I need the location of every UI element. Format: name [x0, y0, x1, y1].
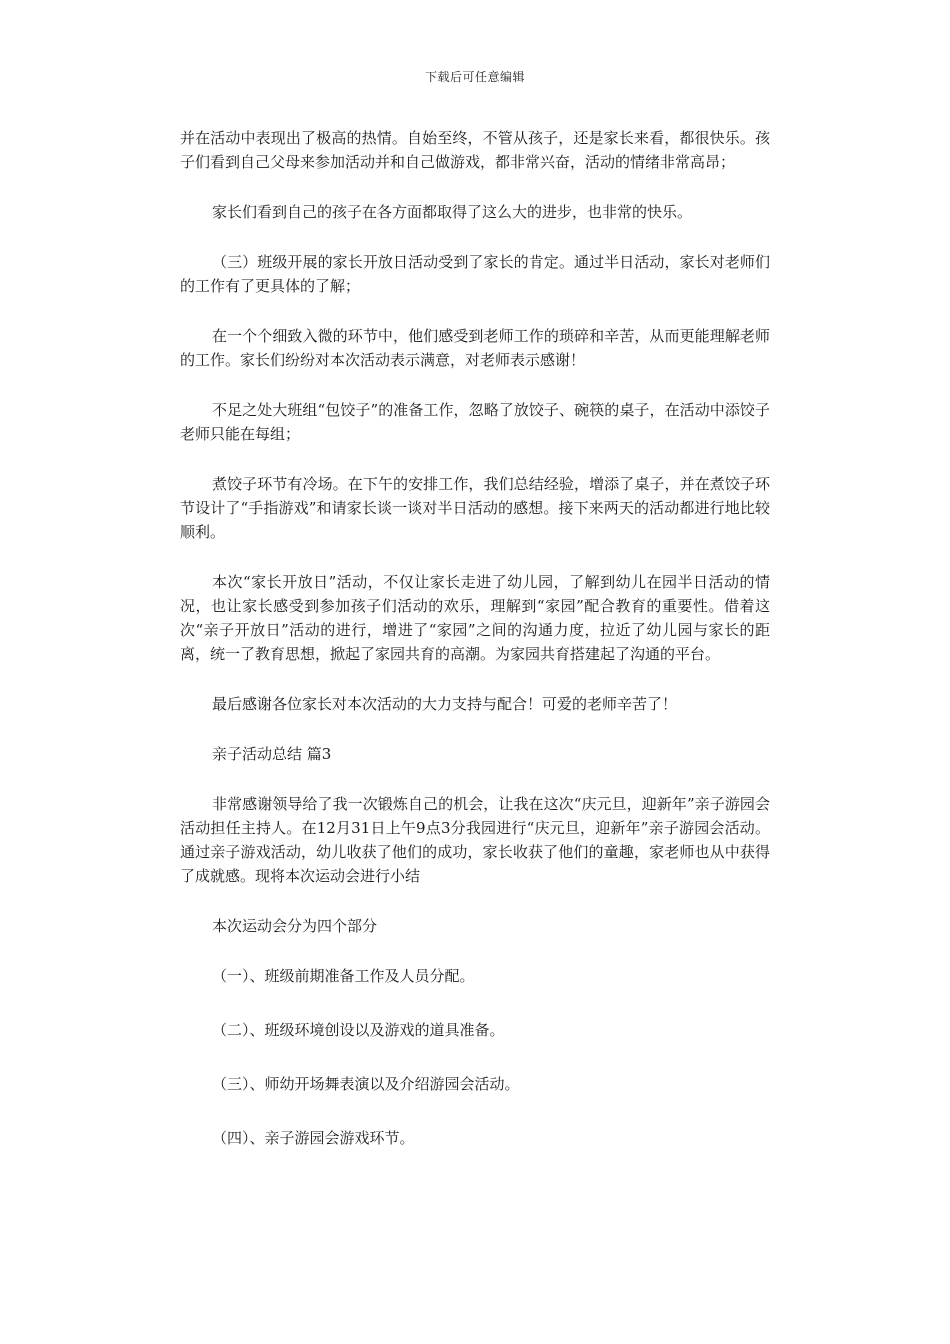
paragraph: 本次“家长开放日”活动，不仅让家长走进了幼儿园，了解到幼儿在园半日活动的情况，也让家长感受到参加孩子们活动的欢乐，理解到“家园”配合教育的重要性。借着这次“亲子开放日”活动的进行，增进了“家园”之间的沟通力度，拉近了幼儿园与家长的距离，统一了教育思想，掀起了家园共育的高潮。为家园共育搭建起了沟通的平台。	[180, 573, 770, 663]
paragraph: 非常感谢领导给了我一次锻炼自己的机会，让我在这次“庆元旦，迎新年”亲子游园会活动担任主持人。在12月31日上午9点3分我园进行“庆元旦，迎新年”亲子游园会活动。通过亲子游戏活动，幼儿收获了他们的成功，家长收获了他们的童趣，家老师也从中获得了成就感。现将本次运动会进行小结	[180, 795, 770, 885]
list-item: （四）、亲子游园会游戏环节。	[212, 1129, 415, 1147]
list-item: （二）、班级环境创设以及游戏的道具准备。	[212, 1021, 505, 1039]
paragraph: 本次运动会分为四个部分	[212, 917, 378, 935]
paragraph: 不足之处大班组“包饺子”的准备工作，忽略了放饺子、碗筷的桌子，在活动中添饺子老师只能在每组；	[180, 401, 770, 443]
page-header: 下载后可任意编辑	[424, 70, 525, 84]
paragraph: 家长们看到自己的孩子在各方面都取得了这么大的进步，也非常的快乐。	[212, 203, 693, 221]
paragraph: 在一个个细致入微的环节中，他们感受到老师工作的琐碎和辛苦，从而更能理解老师的工作。家长们纷纷对本次活动表示满意，对老师表示感谢！	[180, 327, 770, 369]
paragraph: （三）班级开展的家长开放日活动受到了家长的肯定。通过半日活动，家长对老师们的工作有了更具体的了解；	[180, 253, 770, 295]
list-item: （一）、班级前期准备工作及人员分配。	[212, 967, 475, 985]
document-body	[180, 126, 770, 1150]
paragraph: 并在活动中表现出了极高的热情。自始至终，不管从孩子，还是家长来看，都很快乐。孩子们看到自己父母来参加活动并和自己做游戏，都非常兴奋，活动的情绪非常高昂；	[180, 129, 770, 171]
paragraph: 煮饺子环节有冷场。在下午的安排工作，我们总结经验，增添了桌子，并在煮饺子环节设计了“手指游戏”和请家长谈一谈对半日活动的感想。接下来两天的活动都进行地比较顺利。	[180, 475, 770, 541]
paragraph: 最后感谢各位家长对本次活动的大力支持与配合！可爱的老师辛苦了！	[212, 695, 678, 713]
section-heading: 亲子活动总结 篇3	[212, 745, 332, 763]
list-item: （三）、师幼开场舞表演以及介绍游园会活动。	[212, 1075, 520, 1093]
